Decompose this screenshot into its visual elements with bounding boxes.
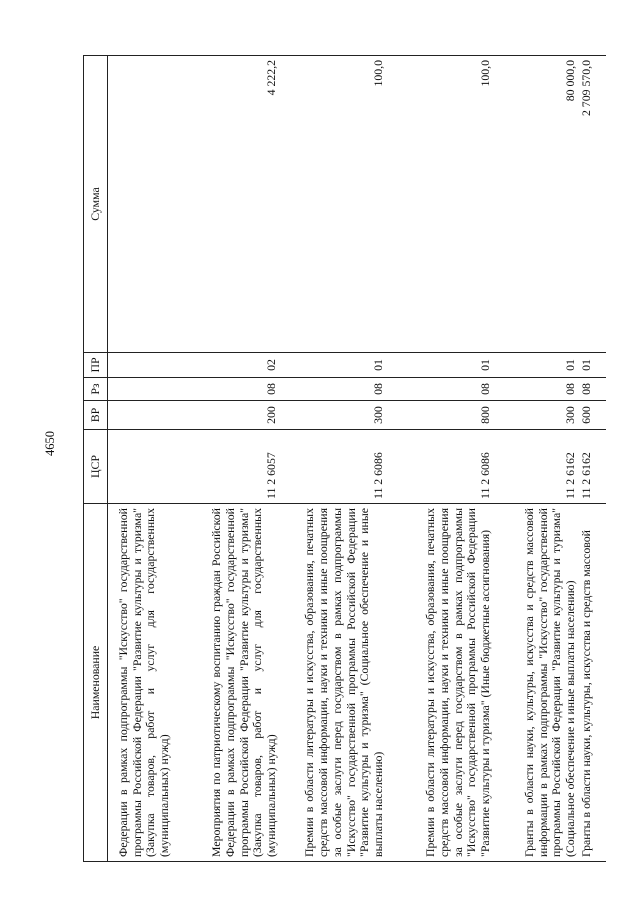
cell-csr: [108, 430, 173, 504]
header-name: Наименование: [84, 504, 108, 862]
cell-rz: 08: [172, 378, 279, 401]
table-row: [493, 56, 578, 862]
header-rz: Рз: [84, 378, 108, 401]
page-number: 4650: [43, 431, 57, 456]
cell-sum: [108, 56, 173, 353]
cell-name: Премии в области литературы и искусства, образования, печатных средств массовой информации, науки и техники и иные поощрения за особые заслуги перед государством в рамках подпрограммы "Искусство" государственной программы Российской Федерации "Развитие культуры и туризма" (Иные бюджетные ассигнования): [386, 504, 493, 862]
cell-vr: 300: [493, 401, 578, 430]
budget-table: [83, 55, 606, 862]
cell-csr: 11 2 6162: [493, 430, 578, 504]
cell-sum: 2 709 570,0: [578, 56, 606, 353]
header-csr: ЦСР: [84, 430, 108, 504]
table-row: [108, 56, 173, 862]
table-row: [386, 56, 493, 862]
cell-csr: 11 2 6086: [386, 430, 493, 504]
cell-sum: 4 222,2: [172, 56, 279, 353]
table-row: [279, 56, 386, 862]
cell-name: Федерации в рамках подпрограммы "Искусство" государственной программы Российской Федерации "Развитие культуры и туризма" (Закупка товаров, работ и услуг для государственных (муниципальных) нужд): [108, 504, 173, 862]
cell-vr: 800: [386, 401, 493, 430]
cell-pr: 02: [172, 353, 279, 378]
cell-vr: 600: [578, 401, 606, 430]
cell-csr: 11 2 6086: [279, 430, 386, 504]
cell-name: Гранты в области науки, культуры, искусства и средств массовой: [578, 504, 606, 862]
cell-csr: 11 2 6162: [578, 430, 606, 504]
cell-vr: 300: [279, 401, 386, 430]
table-header-row: [84, 56, 108, 862]
cell-sum: 100,0: [386, 56, 493, 353]
cell-rz: 08: [578, 378, 606, 401]
table-row: [172, 56, 279, 862]
cell-name: Мероприятия по патриотическому воспитанию граждан Российской Федерации в рамках подпрограммы "Искусство" государственной программы Российской Федерации "Развитие культуры и туризма" (Закупка товаров, работ и услуг для государственных (муниципальных) нужд): [172, 504, 279, 862]
cell-sum: 100,0: [279, 56, 386, 353]
cell-pr: 01: [493, 353, 578, 378]
cell-pr: [108, 353, 173, 378]
header-sum: Сумма: [84, 56, 108, 353]
cell-pr: 01: [578, 353, 606, 378]
header-pr: ПР: [84, 353, 108, 378]
cell-name: Премии в области литературы и искусства, образования, печатных средств массовой информации, науки и техники и иные поощрения за особые заслуги перед государством в рамках подпрограммы "Искусство" государственной программы Российской Федерации "Развитие культуры и туризма" (Социальное обеспечение и иные выплаты населению): [279, 504, 386, 862]
cell-rz: 08: [279, 378, 386, 401]
header-vr: ВР: [84, 401, 108, 430]
cell-pr: 01: [279, 353, 386, 378]
cell-rz: 08: [493, 378, 578, 401]
cell-rz: 08: [386, 378, 493, 401]
cell-name: Гранты в области науки, культуры, искусства и средств массовой информации в рамках подпрограммы "Искусство" государственной программы Российской Федерации "Развитие культуры и туризма" (Социальное обеспечение и иные выплаты населению): [493, 504, 578, 862]
rotated-page-content: [83, 56, 611, 862]
cell-pr: 01: [386, 353, 493, 378]
cell-rz: [108, 378, 173, 401]
cell-vr: 200: [172, 401, 279, 430]
cell-csr: 11 2 6057: [172, 430, 279, 504]
cell-vr: [108, 401, 173, 430]
table-row: [578, 56, 606, 862]
cell-sum: 80 000,0: [493, 56, 578, 353]
